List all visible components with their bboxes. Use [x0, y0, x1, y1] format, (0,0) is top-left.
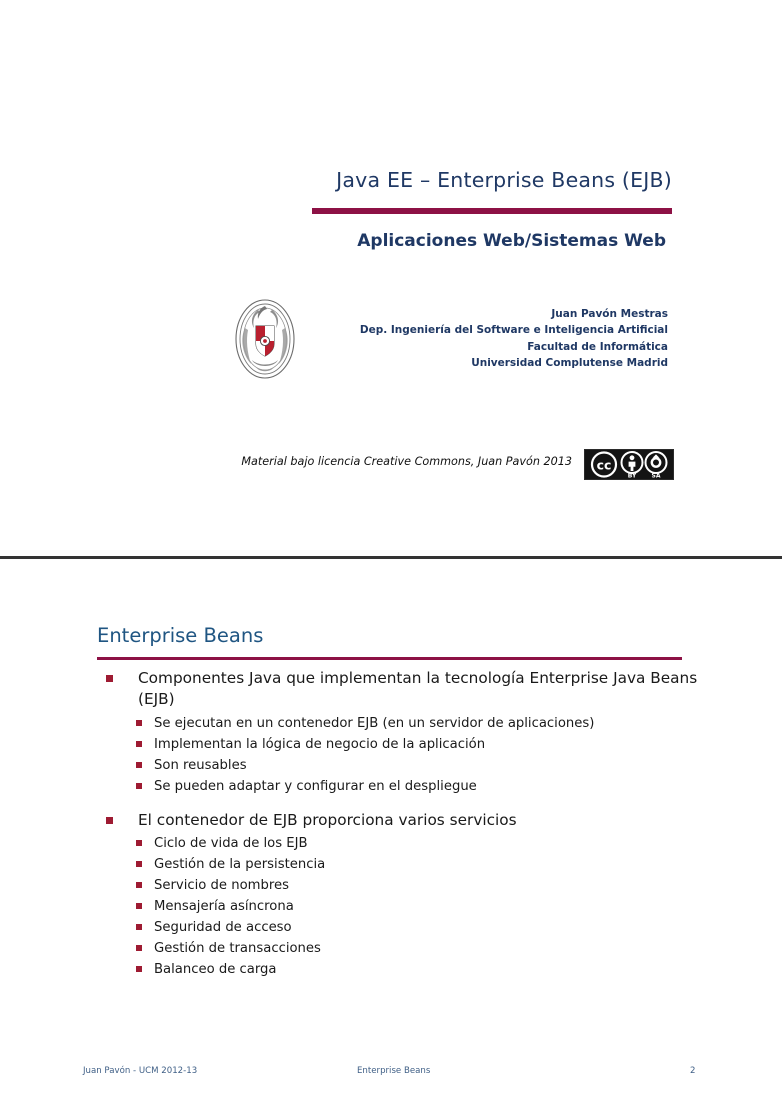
svg-text:cc: cc — [596, 457, 612, 473]
list-item — [138, 734, 782, 755]
list-item — [138, 713, 782, 734]
list-item — [138, 917, 782, 938]
list-item — [138, 776, 782, 797]
bullet-square-icon — [106, 817, 113, 824]
license-text: Material bajo licencia Creative Commons, Juan Pavón 2013 — [241, 455, 572, 468]
list-item-label: Seguridad de acceso — [154, 920, 292, 936]
content-slide — [0, 558, 782, 1117]
author-department: Dep. Ingeniería del Software e Inteligencia Artificial — [359, 324, 668, 337]
list-item-label: Ciclo de vida de los EJB — [154, 836, 308, 852]
list-item — [138, 755, 782, 776]
subtitle: Aplicaciones Web/Sistemas Web — [357, 231, 666, 251]
creative-commons-by-sa-badge — [584, 449, 674, 480]
bullet-square-icon — [136, 741, 142, 747]
slide-footer — [0, 1060, 782, 1090]
bullet-square-icon — [136, 783, 142, 789]
list-item-label: Componentes Java que implementan la tecnología Enterprise Java Beans (EJB) — [138, 669, 698, 708]
title-divider-rule — [312, 208, 672, 214]
list-item — [138, 854, 782, 875]
sub-level-list — [138, 713, 782, 797]
list-item-label: Son reusables — [154, 757, 247, 773]
author-name: Juan Pavón Mestras — [551, 308, 668, 320]
slide-heading: Enterprise Beans — [97, 624, 264, 647]
bullet-square-icon — [136, 861, 142, 867]
bullet-square-icon — [106, 675, 113, 682]
svg-text:SA: SA — [651, 472, 661, 479]
list-item — [138, 896, 782, 917]
list-item-label: Se pueden adaptar y configurar en el despliegue — [154, 778, 477, 794]
list-item-label: Implementan la lógica de negocio de la aplicación — [154, 736, 486, 752]
page-title: Java EE – Enterprise Beans (EJB) — [336, 168, 672, 192]
bullet-square-icon — [136, 840, 142, 846]
title-slide — [0, 0, 782, 558]
list-item — [0, 668, 782, 797]
list-item-label: El contenedor de EJB proporciona varios servicios — [138, 810, 517, 829]
bullet-list — [0, 668, 782, 980]
list-item-label: Balanceo de carga — [154, 962, 277, 978]
license-row — [0, 449, 782, 483]
list-item-label: Mensajería asíncrona — [154, 899, 294, 915]
list-item-label: Gestión de la persistencia — [154, 857, 326, 873]
top-level-list — [0, 668, 782, 980]
page-number: 2 — [690, 1066, 696, 1076]
list-item — [138, 959, 782, 980]
bullet-square-icon — [136, 882, 142, 888]
list-item-label: Servicio de nombres — [154, 878, 289, 894]
sub-level-list — [138, 833, 782, 980]
list-item — [0, 810, 782, 981]
author-university: Universidad Complutense Madrid — [471, 356, 668, 369]
bullet-square-icon — [136, 924, 142, 930]
list-spacer — [0, 797, 782, 810]
heading-divider-rule — [97, 657, 682, 660]
bullet-square-icon — [136, 720, 142, 726]
bullet-square-icon — [136, 762, 142, 768]
list-item — [138, 938, 782, 959]
svg-text:BY: BY — [627, 472, 637, 479]
list-item — [138, 833, 782, 854]
author-block — [0, 306, 668, 371]
list-item — [138, 875, 782, 896]
bullet-square-icon — [136, 903, 142, 909]
bullet-square-icon — [136, 945, 142, 951]
footer-topic: Enterprise Beans — [357, 1066, 431, 1076]
author-faculty: Facultad de Informática — [527, 340, 668, 353]
footer-author: Juan Pavón - UCM 2012-13 — [83, 1066, 198, 1076]
list-item-label: Se ejecutan en un contenedor EJB (en un servidor de aplicaciones) — [154, 715, 595, 731]
list-item-label: Gestión de transacciones — [154, 941, 321, 957]
bullet-square-icon — [136, 966, 142, 972]
